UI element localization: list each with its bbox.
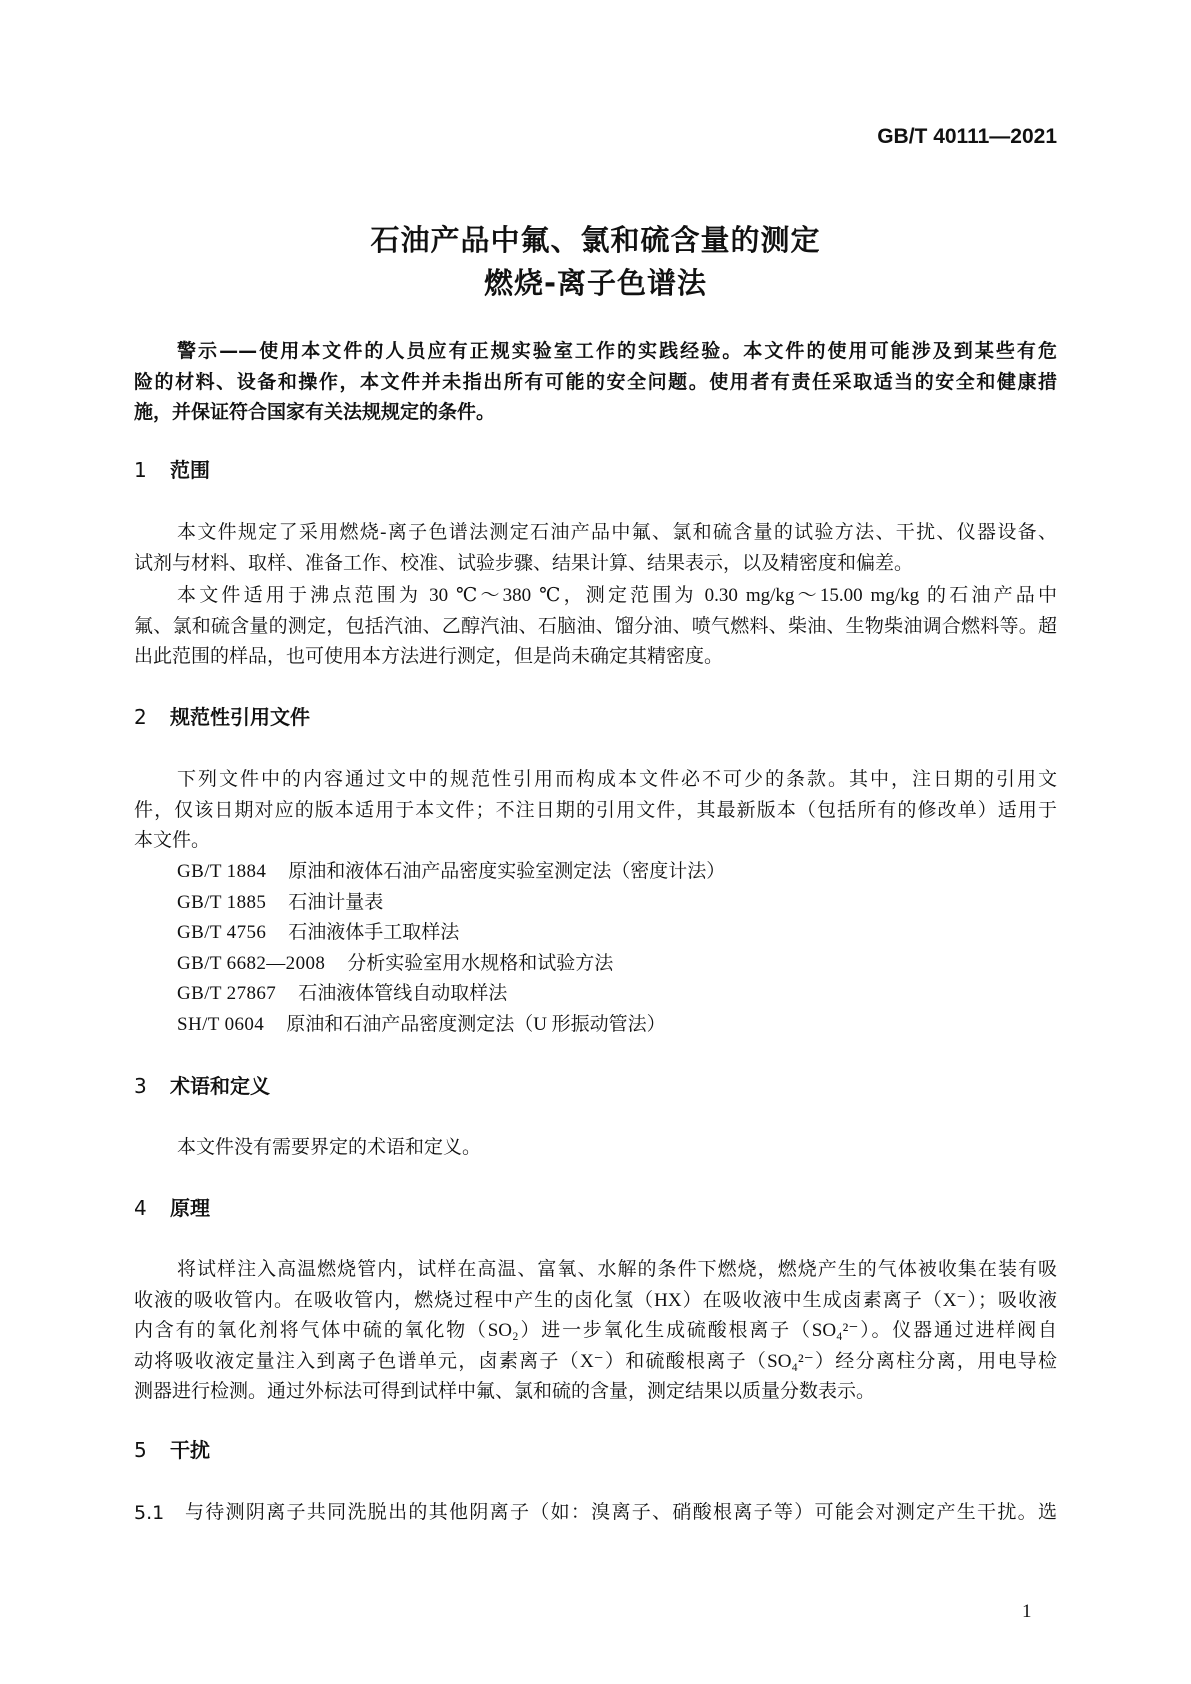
paragraph-line: 将试样注入高温燃烧管内，试样在高温、富氧、水解的条件下燃烧，燃烧产生的气体被收集在装有吸 [177, 1259, 1057, 1280]
document-subtitle: 燃烧-离子色谱法 [483, 266, 708, 300]
reference-code: SH/T 0604 [177, 1013, 265, 1035]
reference-title: 石油液体手工取样法 [288, 922, 460, 943]
reference-list [134, 857, 1057, 1040]
reference-item [134, 1010, 1057, 1041]
terms-paragraph [134, 1133, 1057, 1164]
warning-line: 施，并保证符合国家有关法规规定的条件。 [134, 401, 496, 423]
paragraph-line: 下列文件中的内容通过文中的规范性引用而构成本文件必不可少的条款。其中，注日期的引用文 [177, 769, 1057, 790]
reference-title: 原油和液体石油产品密度实验室测定法（密度计法） [288, 861, 726, 882]
section-number: 2 [134, 705, 147, 729]
paragraph-line: 测器进行检测。通过外标法可得到试样中氟、氯和硫的含量，测定结果以质量分数表示。 [134, 1381, 876, 1402]
paragraph-line: 氟、氯和硫含量的测定，包括汽油、乙醇汽油、石脑油、馏分油、喷气燃料、柴油、生物柴油调合燃料等。超 [134, 615, 1057, 637]
section-title: 规范性引用文件 [170, 705, 310, 729]
section-number: 4 [134, 1196, 147, 1220]
reference-item [134, 918, 1057, 949]
reference-code: GB/T 1885 [177, 891, 267, 913]
section-heading-normative-references [134, 702, 1057, 733]
reference-code: GB/T 27867 [177, 983, 277, 1004]
section-number: 1 [134, 458, 147, 482]
clause-text: 与待测阴离子共同洗脱出的其他阴离子（如：溴离子、硝酸根离子等）可能会对测定产生干扰。选 [185, 1502, 1057, 1523]
reference-code: GB/T 6682—2008 [177, 952, 326, 974]
standard-code: GB/T 40111—2021 [877, 125, 1057, 148]
paragraph-line: 本文件规定了采用燃烧-离子色谱法测定石油产品中氟、氯和硫含量的试验方法、干扰、仪器设备、 [177, 522, 1057, 543]
paragraph-line: 试剂与材料、取样、准备工作、校准、试验步骤、结果计算、结果表示，以及精密度和偏差。 [134, 552, 914, 574]
reference-code: GB/T 4756 [177, 922, 267, 943]
warning-notice [134, 336, 1057, 428]
reference-code: GB/T 1884 [177, 861, 267, 882]
section-title: 范围 [170, 458, 210, 482]
paragraph-line: 出此范围的样品，也可使用本方法进行测定，但是尚未确定其精密度。 [134, 646, 724, 667]
reference-title: 分析实验室用水规格和试验方法 [347, 952, 614, 974]
paragraph-line: 本文件。 [134, 830, 211, 851]
reference-title: 石油液体管线自动取样法 [298, 983, 508, 1004]
paragraph-line: 本文件没有需要界定的术语和定义。 [177, 1137, 482, 1158]
section-number: 3 [134, 1074, 147, 1098]
paragraph-line: 件，仅该日期对应的版本适用于本文件；不注日期的引用文件，其最新版本（包括所有的修改单）适用于 [134, 799, 1057, 821]
section-heading-interference [134, 1435, 1057, 1466]
section-heading-scope [134, 455, 1057, 486]
paragraph-line: 内含有的氧化剂将气体中硫的氧化物（SO₂）进一步氧化生成硫酸根离子（SO₄²⁻）。仪器通过进样阀自 [134, 1320, 1057, 1341]
section-number: 5 [134, 1438, 147, 1462]
warning-line: 险的材料、设备和操作，本文件并未指出所有可能的安全问题。使用者有责任采取适当的安全和健康措 [134, 370, 1057, 393]
scope-paragraph [134, 518, 1057, 579]
section-heading-principle [134, 1193, 1057, 1224]
paragraph-line: 收液的吸收管内。在吸收管内，燃烧过程中产生的卤化氢（HX）在吸收液中生成卤素离子（X⁻）；吸收液 [134, 1289, 1057, 1311]
section-heading-terms [134, 1071, 1057, 1102]
paragraph-line: 本文件适用于沸点范围为 30 ℃～380 ℃，测定范围为 0.30 mg/kg～15.00 mg/kg 的石油产品中 [177, 585, 1057, 606]
principle-paragraph [134, 1255, 1057, 1408]
page-number: 1 [1022, 1601, 1032, 1622]
reference-item [134, 949, 1057, 980]
clause-number: 5.1 [134, 1502, 165, 1524]
reference-title: 石油计量表 [288, 891, 384, 913]
document-title: 石油产品中氟、氯和硫含量的测定 [370, 223, 821, 257]
reference-item [134, 979, 1057, 1010]
paragraph-line: 动将吸收液定量注入到离子色谱单元，卤素离子（X⁻）和硫酸根离子（SO₄²⁻）经分离柱分离，用电导检 [134, 1350, 1057, 1372]
section-title: 原理 [170, 1196, 210, 1220]
warning-line: 警示——使用本文件的人员应有正规实验室工作的实践经验。本文件的使用可能涉及到某些有危 [177, 340, 1057, 362]
references-intro-paragraph [134, 765, 1057, 857]
clause-5-1 [134, 1498, 1057, 1529]
section-title: 干扰 [170, 1438, 210, 1462]
section-title: 术语和定义 [170, 1074, 270, 1098]
reference-title: 原油和石油产品密度测定法（U 形振动管法） [286, 1013, 666, 1035]
reference-item [134, 857, 1057, 888]
reference-item [134, 888, 1057, 919]
scope-paragraph [134, 581, 1057, 673]
